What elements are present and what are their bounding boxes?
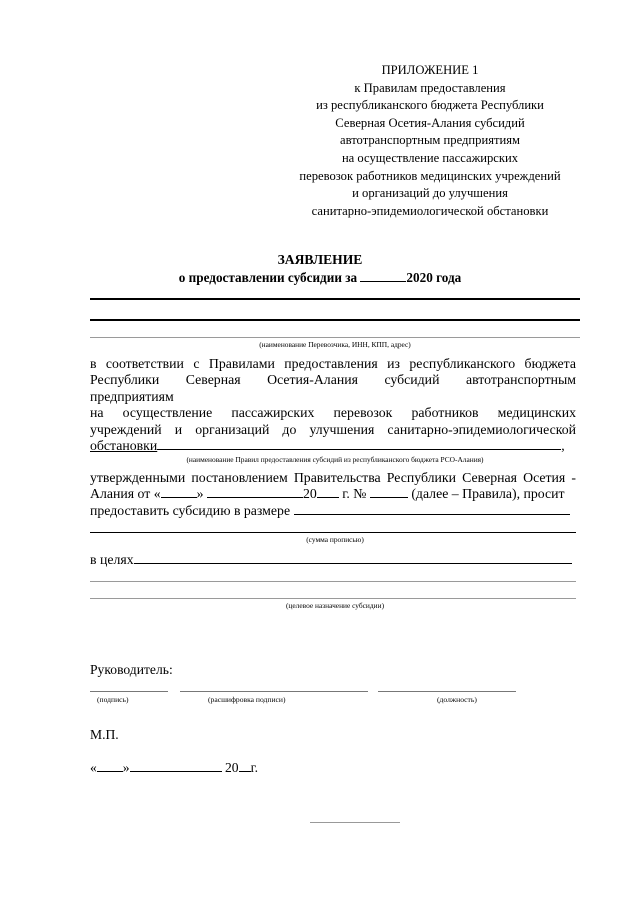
- appendix-line: и организаций до улучшения: [352, 186, 508, 201]
- comma: ,: [561, 438, 565, 454]
- amount-label: предоставить субсидию в размере: [90, 502, 291, 518]
- resolution-number-field[interactable]: [370, 486, 408, 498]
- signature-line[interactable]: [90, 691, 168, 692]
- date-quote-open: «: [90, 760, 97, 775]
- appendix-line: Северная Осетия-Алания субсидий: [335, 115, 525, 130]
- rules-name-field[interactable]: [157, 438, 561, 450]
- date-row: [90, 760, 258, 776]
- purpose-line-3[interactable]: [90, 598, 576, 599]
- year-prefix: 20: [303, 486, 317, 502]
- footnote-separator: [310, 822, 400, 823]
- appendix-line: из республиканского бюджета Республики: [316, 98, 544, 113]
- paragraph-rules: [90, 356, 576, 454]
- paragraph-resolution: [90, 470, 576, 519]
- text-line: [90, 486, 576, 502]
- sign-day-field[interactable]: [97, 760, 123, 772]
- caption-signature: (подпись): [97, 695, 129, 704]
- amount-words-line[interactable]: [90, 532, 576, 533]
- appendix-line: к Правилам предоставления: [354, 80, 506, 95]
- amount-field[interactable]: [294, 503, 570, 515]
- appendix-line: ПРИЛОЖЕНИЕ 1: [381, 63, 479, 77]
- subtitle-year: 2020 года: [406, 270, 462, 285]
- document-subtitle: [0, 270, 640, 286]
- caption-carrier: (наименование Перевозчика, ИНН, КПП, адрес): [259, 340, 411, 349]
- caption-rules: (наименование Правил предоставления субсидий из республиканского бюджета РСО-Алания): [186, 455, 484, 464]
- caption-amount: (сумма прописью): [306, 535, 364, 544]
- stamp-mark: М.П.: [90, 727, 119, 742]
- appendix-line: перевозок работников медицинских учреждений: [299, 168, 561, 183]
- appendix-line: на осуществление пассажирских: [341, 150, 519, 165]
- sign-year-field[interactable]: [239, 760, 251, 772]
- sign-year-suffix: г.: [250, 760, 259, 775]
- resolution-month-field[interactable]: [207, 486, 303, 498]
- text-line: утвержденными постановлением Правительства Республики Северная Осетия -: [90, 470, 576, 485]
- text-line: на осуществление пассажирских перевозок работников медицинских: [90, 405, 576, 421]
- text-line: предприятиям: [90, 388, 174, 404]
- rules-reference: (далее – Правила), просит: [411, 486, 565, 502]
- resolution-day-field[interactable]: [161, 486, 197, 498]
- position-line[interactable]: [378, 691, 516, 692]
- appendix-line: санитарно-эпидемиологической обстановки: [311, 203, 549, 218]
- caption-position: (должность): [437, 695, 477, 704]
- name-decode-line[interactable]: [180, 691, 368, 692]
- appendix-header: [260, 62, 600, 220]
- number-label: г. №: [342, 486, 367, 502]
- caption-purpose: (целевое назначение субсидии): [285, 601, 385, 610]
- sign-month-field[interactable]: [130, 760, 222, 772]
- carrier-line-2[interactable]: [90, 319, 580, 321]
- purpose-line-2[interactable]: [90, 581, 576, 582]
- text-line: [90, 503, 576, 519]
- period-field[interactable]: [360, 270, 406, 282]
- head-label: Руководитель:: [90, 662, 173, 677]
- date-quote-close: »: [122, 760, 130, 775]
- text-line: учреждений и организаций до улучшения санитарно-эпидемиологической: [90, 421, 576, 437]
- appendix-line: автотранспортным предприятиям: [340, 133, 520, 148]
- sign-year-prefix: 20: [225, 760, 239, 775]
- purpose-row: [90, 552, 576, 568]
- text-line: [90, 438, 576, 454]
- date-open: Алания от «: [90, 486, 161, 502]
- rules-name-start: обстановки: [90, 438, 158, 454]
- text-line: в соответствии с Правилами предоставления из республиканского бюджета: [90, 356, 576, 371]
- purpose-label: в целях: [90, 552, 134, 567]
- date-close: »: [196, 486, 204, 502]
- carrier-line-1[interactable]: [90, 298, 580, 300]
- resolution-year-field[interactable]: [317, 486, 339, 498]
- document-title: ЗАЯВЛЕНИЕ: [277, 252, 363, 267]
- carrier-line-3[interactable]: [90, 337, 580, 338]
- subtitle-text: о предоставлении субсидии за: [178, 270, 358, 285]
- text-line: Республики Северная Осетия-Алания субсидий автотранспортным: [90, 372, 576, 388]
- purpose-field[interactable]: [134, 552, 572, 564]
- caption-name-decode: (расшифровка подписи): [208, 695, 286, 704]
